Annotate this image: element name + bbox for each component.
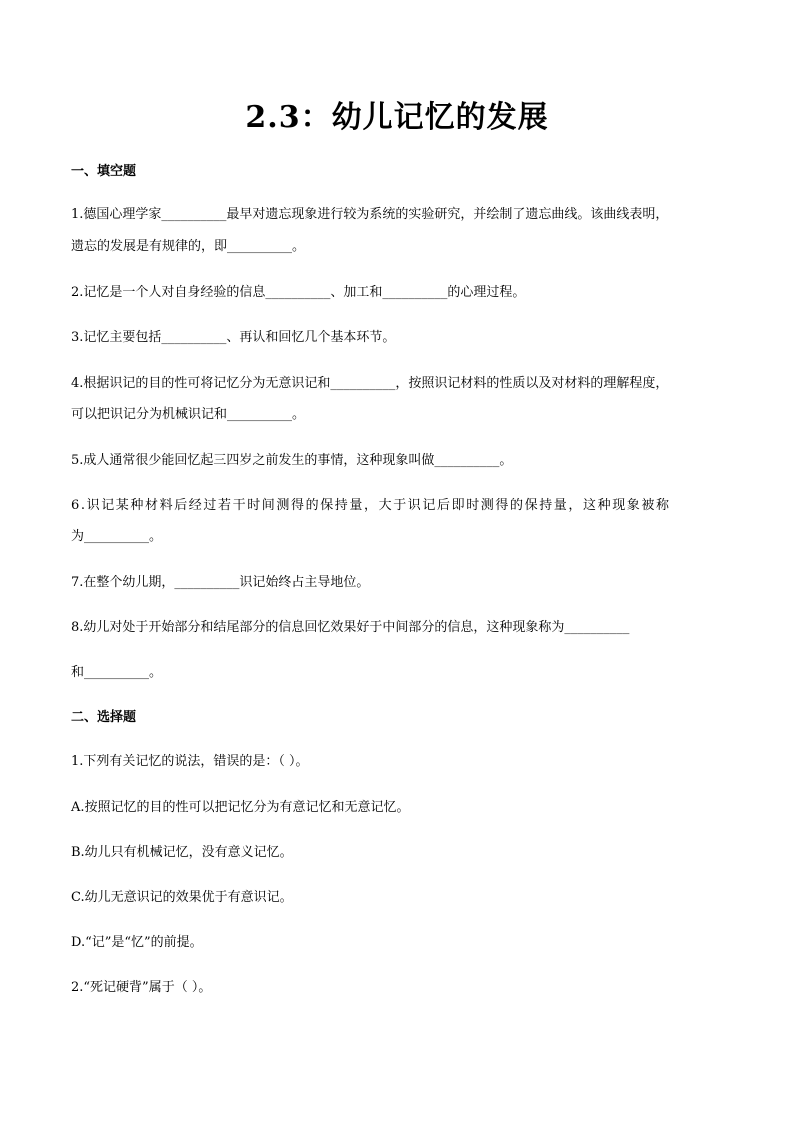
section-heading-fill-blank: 一、填空题 <box>71 164 137 179</box>
question-stem: 1.下列有关记忆的说法，错误的是：（ ）。 <box>71 754 309 769</box>
section-heading-choice: 二、选择题 <box>71 710 137 725</box>
question-line: 遗忘的发展是有规律的，即__________。 <box>71 239 306 254</box>
choice-option: D.“记”是“忆”的前提。 <box>71 935 203 950</box>
question-line: 7.在整个幼儿期，__________识记始终占主导地位。 <box>71 575 370 590</box>
question-line: 6.识记某种材料后经过若干时间测得的保持量，大于识记后即时测得的保持量，这种现象被称 <box>71 498 671 513</box>
question-line: 为__________。 <box>71 529 163 544</box>
question-stem: 2.“死记硬背”属于（ ）。 <box>71 980 212 995</box>
question-line: 3.记忆主要包括__________、再认和回忆几个基本环节。 <box>71 330 396 345</box>
question-line: 5.成人通常很少能回忆起三四岁之前发生的事情，这种现象叫做__________。 <box>71 453 513 468</box>
document-title: 2.3：幼儿记忆的发展 <box>245 100 549 135</box>
choice-option: C.幼儿无意识记的效果优于有意识记。 <box>71 890 293 905</box>
question-line: 8.幼儿对处于开始部分和结尾部分的信息回忆效果好于中间部分的信息，这种现象称为__________ <box>71 620 630 635</box>
question-line: 和__________。 <box>71 665 163 680</box>
question-line: 可以把识记分为机械识记和__________。 <box>71 407 306 422</box>
choice-option: B.幼儿只有机械记忆，没有意义记忆。 <box>71 845 293 860</box>
question-line: 1.德国心理学家__________最早对遗忘现象进行较为系统的实验研究，并绘制了遗忘曲线。该曲线表明， <box>71 207 669 222</box>
choice-option: A.按照记忆的目的性可以把记忆分为有意记忆和无意记忆。 <box>71 800 410 815</box>
question-line: 2.记忆是一个人对自身经验的信息__________、加工和__________的心理过程。 <box>71 285 526 300</box>
question-line: 4.根据识记的目的性可将记忆分为无意识记和__________，按照识记材料的性质以及对材料的理解程度， <box>71 376 669 391</box>
